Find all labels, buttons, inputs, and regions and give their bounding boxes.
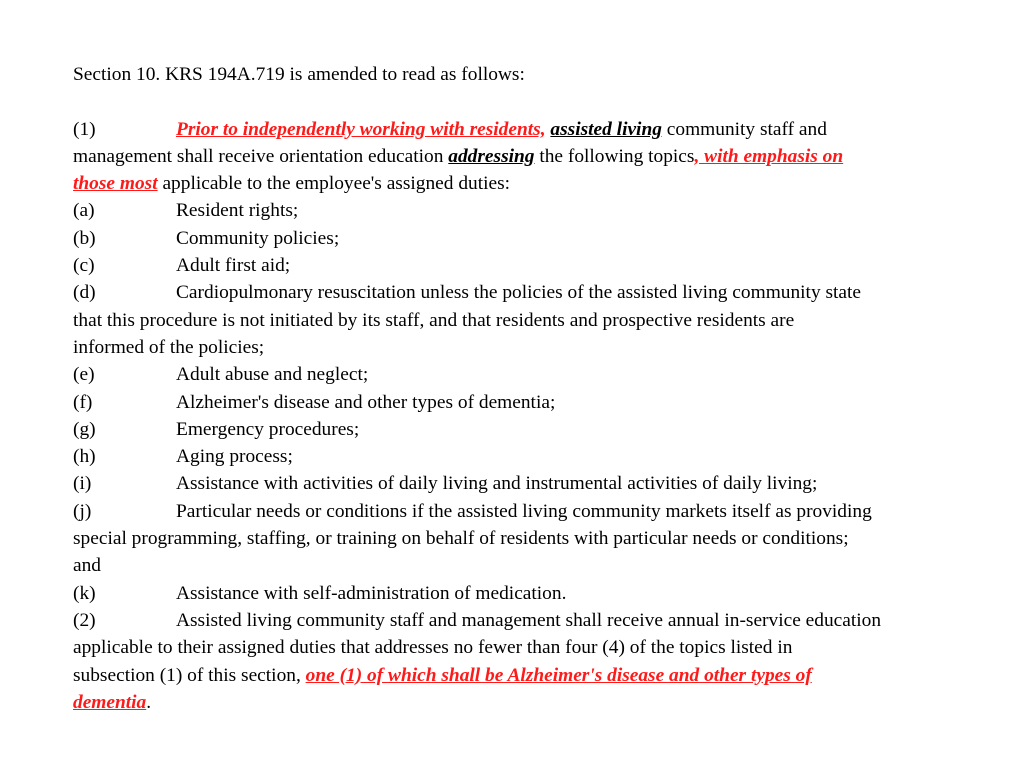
list-item-k [73, 580, 1013, 607]
inserted-text: dementia [73, 691, 147, 713]
item-label: (i) [73, 473, 92, 495]
subsection-1 [73, 116, 1013, 198]
list-item-h [73, 443, 1013, 470]
item-text: Assistance with activities of daily living and instrumental activities of daily living; [176, 473, 818, 495]
item-label: (j) [73, 500, 92, 522]
item-label: (b) [73, 227, 96, 249]
item-text: Particular needs or conditions if the assisted living community markets itself as providing [176, 500, 872, 522]
item-label: (d) [73, 282, 96, 304]
inserted-text: those most [73, 173, 158, 195]
item-label: (h) [73, 446, 96, 468]
body-text: applicable to their assigned duties that addresses no fewer than four (4) of the topics listed in [73, 637, 793, 659]
item-text: Aging process; [176, 446, 293, 468]
subsection-1-label: (1) [73, 118, 96, 140]
item-label: (f) [73, 391, 93, 413]
item-text: Alzheimer's disease and other types of dementia; [176, 391, 556, 413]
item-text: Emergency procedures; [176, 418, 360, 440]
list-item-b [73, 225, 1013, 252]
body-text: applicable to the employee's assigned duties: [157, 173, 511, 195]
item-label: (k) [73, 582, 96, 604]
inserted-text: , with emphasis on [694, 145, 844, 167]
subsection-2-label: (2) [73, 609, 96, 631]
list-item-j [73, 498, 1013, 580]
item-text: informed of the policies; [73, 336, 265, 358]
list-item-f [73, 389, 1013, 416]
body-text: community staff and [661, 118, 827, 140]
blank-line [73, 88, 1013, 115]
body-text: . [146, 691, 152, 713]
item-text: that this procedure is not initiated by its staff, and that residents and prospective residents are [73, 309, 795, 331]
item-text: special programming, staffing, or training on behalf of residents with particular needs or conditions; [73, 528, 849, 550]
body-text: the following topics [534, 145, 695, 167]
item-text: Cardiopulmonary resuscitation unless the policies of the assisted living community state [176, 282, 862, 304]
list-item-e [73, 361, 1013, 388]
emphasized-text: addressing [448, 145, 535, 167]
emphasized-text: assisted living [550, 118, 662, 140]
list-item-c [73, 252, 1013, 279]
body-text: Assisted living community staff and management shall receive annual in-service education [176, 609, 882, 631]
section-heading: Section 10. KRS 194A.719 is amended to read as follows: [73, 64, 525, 85]
list-item-a [73, 197, 1013, 224]
item-text: Community policies; [176, 227, 340, 249]
item-label: (g) [73, 418, 96, 440]
list-item-i [73, 470, 1013, 497]
list-item-g [73, 416, 1013, 443]
inserted-text: Prior to independently working with residents, [176, 118, 546, 140]
item-text: Adult first aid; [176, 255, 291, 277]
item-label: (c) [73, 255, 95, 277]
item-label: (a) [73, 200, 95, 222]
item-text: Assistance with self-administration of medication. [176, 582, 567, 604]
list-item-d [73, 279, 1013, 361]
body-text: subsection (1) of this section, [73, 664, 306, 686]
item-text: and [73, 555, 101, 577]
item-text: Resident rights; [176, 200, 299, 222]
body-text: management shall receive orientation education [73, 145, 449, 167]
statute-document [73, 61, 1013, 716]
item-label: (e) [73, 364, 95, 386]
inserted-text: one (1) of which shall be Alzheimer's disease and other types of [305, 664, 812, 686]
subsection-2 [73, 607, 1013, 716]
item-text: Adult abuse and neglect; [176, 364, 369, 386]
